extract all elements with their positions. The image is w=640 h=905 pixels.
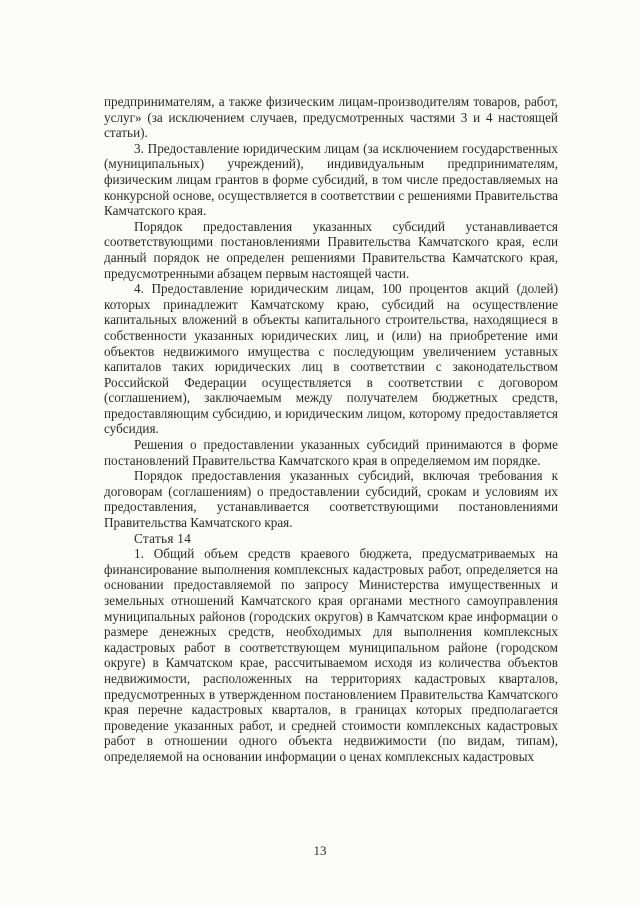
paragraph-procedure: Порядок предоставления указанных субсидий, включая требования к договорам (соглашениям) о предоставлении субсидий, срокам и условиям их предоставления, устанавливается соответствующими постановлениями Правительства Камчатского края.: [104, 468, 558, 531]
document-body: [104, 94, 558, 765]
page-number: 13: [313, 843, 327, 858]
paragraph-continuation: предпринимателям, а также физическим лицам-производителям товаров, работ, услуг» (за исключением случаев, предусмотренных частями 3 и 4 настоящей статьи).: [104, 94, 558, 141]
paragraph-decisions: Решения о предоставлении указанных субсидий принимаются в форме постановлений Правительства Камчатского края в определяемом им порядке.: [104, 437, 558, 468]
paragraph-part-3: 3. Предоставление юридическим лицам (за исключением государственных (муниципальных) учреждений), индивидуальным предпринимателям, физическим лицам грантов в форме субсидий, в том числе предоставляемых на конкурсной основе, осуществляется в соответствии с решениями Правительства Камчатского края.: [104, 140, 558, 219]
article-title: Статья 14: [134, 530, 192, 546]
paragraph-article-14-part-1: 1. Общий объем средств краевого бюджета, предусматриваемых на финансирование выполнения комплексных кадастровых работ, определяется на основании предоставляемой по запросу Министерства имущественных и земельных отношений Камчатского края органами местного самоуправления муниципальных районов (городских округов) в Камчатском крае информации о размере денежных средств, необходимых для выполнения комплексных кадастровых работ в соответствующем муниципальном районе (городском округе) в Камчатском крае, рассчитываемом исходя из количества объектов недвижимости, расположенных на территориях кадастровых кварталов, предусмотренных в утвержденном постановлением Правительства Камчатского края перечне кадастровых кварталов, в границах которых предполагается проведение указанных работ, и средней стоимости комплексных кадастровых работ в отношении одного объекта недвижимости (по видам, типам), определяемой на основании информации о ценах комплексных кадастровых: [104, 546, 558, 764]
paragraph-part-4: 4. Предоставление юридическим лицам, 100 процентов акций (долей) которых принадлежит Камчатскому краю, субсидий на осуществление капитальных вложений в объекты капитального строительства, находящиеся в собственности указанных юридических лиц, и (или) на приобретение ими объектов недвижимого имущества с последующим увеличением уставных капиталов таких юридических лиц в соответствии с законодательством Российской Федерации осуществляется в соответствии с договором (соглашением), заключаемым между получателем бюджетных средств, предоставляющим субсидию, и юридическим лицом, которому предоставляется субсидия.: [104, 281, 558, 437]
paragraph-subsidy-order: Порядок предоставления указанных субсидий устанавливается соответствующими постановлениями Правительства Камчатского края, если данный порядок не определен решениями Правительства Камчатского края, предусмотренными абзацем первым настоящей части.: [104, 218, 558, 281]
